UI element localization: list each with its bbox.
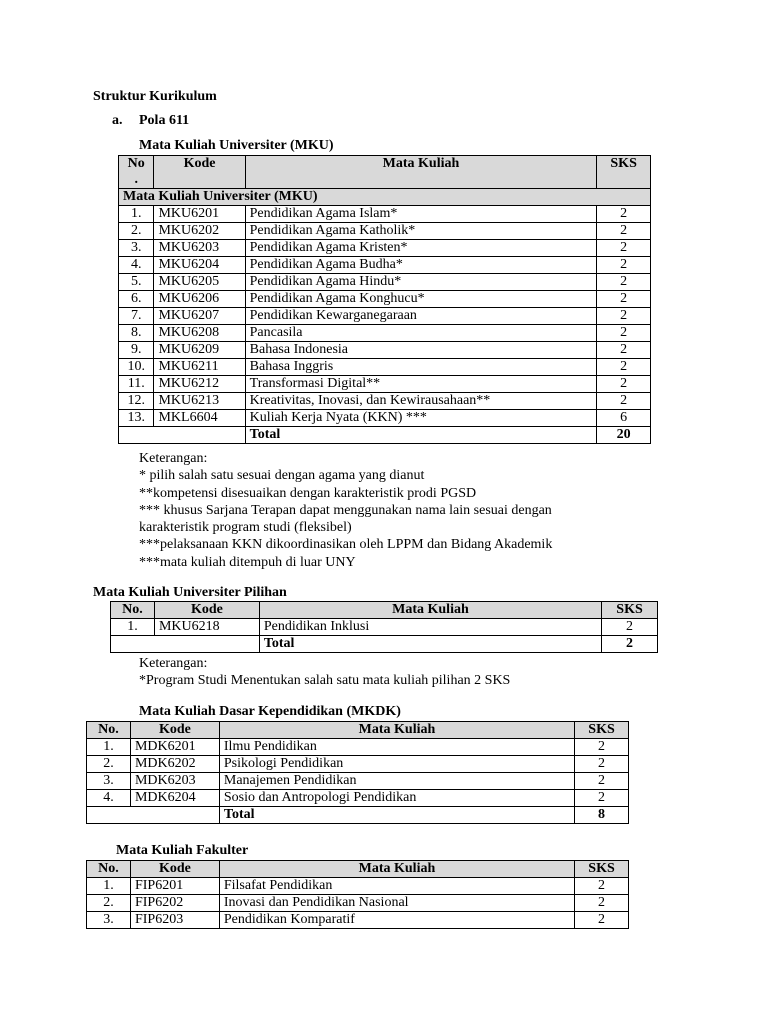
cell-mata-kuliah: Bahasa Inggris	[245, 359, 597, 376]
table-row	[119, 308, 651, 325]
total-empty-cell	[119, 427, 246, 444]
cell-kode: MDK6202	[130, 756, 219, 773]
cell-kode: FIP6201	[130, 878, 219, 895]
table-row	[119, 359, 651, 376]
cell-sks: 2	[597, 206, 651, 223]
cell-sks: 2	[597, 257, 651, 274]
col-no-header: No.	[111, 602, 155, 619]
col-kode-header: Kode	[130, 861, 219, 878]
col-sks-header: SKS	[575, 861, 629, 878]
table-row	[119, 393, 651, 410]
cell-mata-kuliah: Bahasa Indonesia	[245, 342, 597, 359]
cell-mata-kuliah: Ilmu Pendidikan	[219, 739, 574, 756]
cell-no: 1.	[87, 878, 131, 895]
col-mata-kuliah-header: Mata Kuliah	[219, 861, 574, 878]
col-no-dot: .	[134, 172, 138, 187]
cell-no: 6.	[119, 291, 154, 308]
cell-sks: 6	[597, 410, 651, 427]
cell-no: 2.	[119, 223, 154, 240]
cell-sks: 2	[597, 393, 651, 410]
notes-heading: Keterangan:	[139, 656, 208, 671]
table-row	[87, 756, 629, 773]
cell-kode: FIP6202	[130, 895, 219, 912]
pilihan-header-row	[111, 602, 658, 619]
cell-mata-kuliah: Kreativitas, Inovasi, dan Kewirausahaan**	[245, 393, 597, 410]
cell-kode: MKU6209	[154, 342, 245, 359]
cell-sks: 2	[597, 291, 651, 308]
cell-mata-kuliah: Pendidikan Agama Islam*	[245, 206, 597, 223]
total-empty-cell	[111, 636, 260, 653]
cell-sks: 2	[575, 739, 629, 756]
cell-no: 5.	[119, 274, 154, 291]
cell-kode: MKU6202	[154, 223, 245, 240]
cell-sks: 2	[597, 359, 651, 376]
cell-sks: 2	[597, 274, 651, 291]
mku-section-row	[119, 189, 651, 206]
total-sks: 20	[597, 427, 651, 444]
cell-no: 12.	[119, 393, 154, 410]
pola-marker: a.	[112, 113, 123, 128]
cell-mata-kuliah: Sosio dan Antropologi Pendidikan	[219, 790, 574, 807]
cell-mata-kuliah: Pendidikan Agama Hindu*	[245, 274, 597, 291]
table-row	[87, 790, 629, 807]
cell-mata-kuliah: Pendidikan Agama Kristen*	[245, 240, 597, 257]
cell-kode: MKU6218	[154, 619, 259, 636]
note-line: ***mata kuliah ditempuh di luar UNY	[139, 554, 356, 570]
cell-mata-kuliah: Transformasi Digital**	[245, 376, 597, 393]
table-row	[119, 325, 651, 342]
table-row	[87, 739, 629, 756]
cell-kode: MKL6604	[154, 410, 245, 427]
cell-kode: MKU6212	[154, 376, 245, 393]
notes-heading: Keterangan:	[139, 451, 208, 466]
cell-sks: 2	[597, 325, 651, 342]
cell-no: 3.	[87, 912, 131, 929]
cell-mata-kuliah: Manajemen Pendidikan	[219, 773, 574, 790]
cell-sks: 2	[602, 619, 658, 636]
cell-mata-kuliah: Kuliah Kerja Nyata (KKN) ***	[245, 410, 597, 427]
total-row	[87, 807, 629, 824]
pilihan-table	[110, 601, 658, 653]
cell-kode: MKU6204	[154, 257, 245, 274]
mku-notes	[139, 450, 552, 571]
pilihan-notes	[139, 655, 510, 690]
cell-sks: 2	[575, 895, 629, 912]
total-row	[111, 636, 658, 653]
cell-no: 4.	[119, 257, 154, 274]
cell-no: 2.	[87, 756, 131, 773]
cell-sks: 2	[575, 773, 629, 790]
cell-no: 7.	[119, 308, 154, 325]
col-sks-header: SKS	[602, 602, 658, 619]
cell-sks: 2	[575, 790, 629, 807]
cell-kode: MKU6205	[154, 274, 245, 291]
note-line: ***pelaksanaan KKN dikoordinasikan oleh LPPM dan Bidang Akademik	[139, 537, 553, 553]
cell-mata-kuliah: Pendidikan Komparatif	[219, 912, 574, 929]
fakulter-header-row	[87, 861, 629, 878]
cell-no: 1.	[111, 619, 155, 636]
cell-mata-kuliah: Pendidikan Agama Katholik*	[245, 223, 597, 240]
table-row	[119, 376, 651, 393]
cell-no: 11.	[119, 376, 154, 393]
mkdk-table	[86, 721, 629, 824]
table-row	[119, 206, 651, 223]
table-row	[119, 291, 651, 308]
col-sks-header: SKS	[575, 722, 629, 739]
cell-mata-kuliah: Psikologi Pendidikan	[219, 756, 574, 773]
cell-kode: MDK6203	[130, 773, 219, 790]
table-row	[119, 274, 651, 291]
cell-sks: 2	[597, 376, 651, 393]
note-line: karakteristik program studi (fleksibel)	[139, 520, 352, 536]
document-heading: Struktur Kurikulum	[93, 89, 217, 104]
col-no-header: No.	[87, 722, 131, 739]
cell-kode: MDK6204	[130, 790, 219, 807]
col-mata-kuliah-header: Mata Kuliah	[245, 156, 597, 189]
total-empty-cell	[87, 807, 220, 824]
table-row	[87, 895, 629, 912]
total-label: Total	[219, 807, 574, 824]
note-line: *** khusus Sarjana Terapan dapat menggunakan nama lain sesuai dengan	[139, 502, 552, 518]
table-row	[119, 410, 651, 427]
total-label: Total	[259, 636, 601, 653]
table-row	[87, 878, 629, 895]
note-line: **kompetensi disesuaikan dengan karakteristik prodi PGSD	[139, 485, 477, 501]
col-no-label: No	[127, 156, 145, 171]
table-row	[87, 773, 629, 790]
mku-title: Mata Kuliah Universiter (MKU)	[139, 138, 334, 153]
cell-no: 9.	[119, 342, 154, 359]
cell-no: 13.	[119, 410, 154, 427]
cell-no: 8.	[119, 325, 154, 342]
table-row	[111, 619, 658, 636]
cell-mata-kuliah: Pendidikan Inklusi	[259, 619, 601, 636]
cell-mata-kuliah: Pendidikan Agama Konghucu*	[245, 291, 597, 308]
cell-sks: 2	[597, 223, 651, 240]
mku-header-row	[119, 156, 651, 189]
cell-kode: MKU6211	[154, 359, 245, 376]
total-row	[119, 427, 651, 444]
col-mata-kuliah-header: Mata Kuliah	[219, 722, 574, 739]
cell-kode: MKU6206	[154, 291, 245, 308]
note-line: *Program Studi Menentukan salah satu mata kuliah pilihan 2 SKS	[139, 673, 511, 689]
cell-sks: 2	[597, 342, 651, 359]
cell-mata-kuliah: Pendidikan Kewarganegaraan	[245, 308, 597, 325]
cell-kode: FIP6203	[130, 912, 219, 929]
mkdk-header-row	[87, 722, 629, 739]
mkdk-title: Mata Kuliah Dasar Kependidikan (MKDK)	[139, 704, 401, 719]
col-kode-header: Kode	[130, 722, 219, 739]
col-kode-header: Kode	[154, 602, 259, 619]
fakulter-table	[86, 860, 629, 929]
pola-label: Pola 611	[139, 113, 190, 128]
table-row	[119, 223, 651, 240]
cell-no: 3.	[119, 240, 154, 257]
cell-no: 4.	[87, 790, 131, 807]
total-sks: 2	[602, 636, 658, 653]
note-line: * pilih salah satu sesuai dengan agama yang dianut	[139, 468, 425, 484]
cell-kode: MKU6213	[154, 393, 245, 410]
mku-section-label: Mata Kuliah Universiter (MKU)	[119, 189, 651, 206]
table-row	[119, 342, 651, 359]
cell-sks: 2	[575, 878, 629, 895]
cell-kode: MKU6203	[154, 240, 245, 257]
col-no-header	[119, 156, 154, 189]
cell-no: 3.	[87, 773, 131, 790]
pilihan-title: Mata Kuliah Universiter Pilihan	[93, 585, 287, 600]
cell-kode: MKU6208	[154, 325, 245, 342]
cell-no: 10.	[119, 359, 154, 376]
cell-mata-kuliah: Pendidikan Agama Budha*	[245, 257, 597, 274]
cell-kode: MDK6201	[130, 739, 219, 756]
fakulter-title: Mata Kuliah Fakulter	[116, 843, 249, 858]
cell-sks: 2	[575, 756, 629, 773]
cell-kode: MKU6207	[154, 308, 245, 325]
cell-sks: 2	[575, 912, 629, 929]
cell-no: 1.	[119, 206, 154, 223]
cell-sks: 2	[597, 240, 651, 257]
cell-sks: 2	[597, 308, 651, 325]
col-no-header: No.	[87, 861, 131, 878]
table-row	[87, 912, 629, 929]
mku-table	[118, 155, 651, 444]
cell-no: 1.	[87, 739, 131, 756]
table-row	[119, 257, 651, 274]
total-sks: 8	[575, 807, 629, 824]
cell-mata-kuliah: Pancasila	[245, 325, 597, 342]
cell-no: 2.	[87, 895, 131, 912]
total-label: Total	[245, 427, 597, 444]
cell-mata-kuliah: Inovasi dan Pendidikan Nasional	[219, 895, 574, 912]
cell-kode: MKU6201	[154, 206, 245, 223]
col-kode-header: Kode	[154, 156, 245, 189]
col-sks-header: SKS	[597, 156, 651, 189]
col-mata-kuliah-header: Mata Kuliah	[259, 602, 601, 619]
table-row	[119, 240, 651, 257]
cell-mata-kuliah: Filsafat Pendidikan	[219, 878, 574, 895]
